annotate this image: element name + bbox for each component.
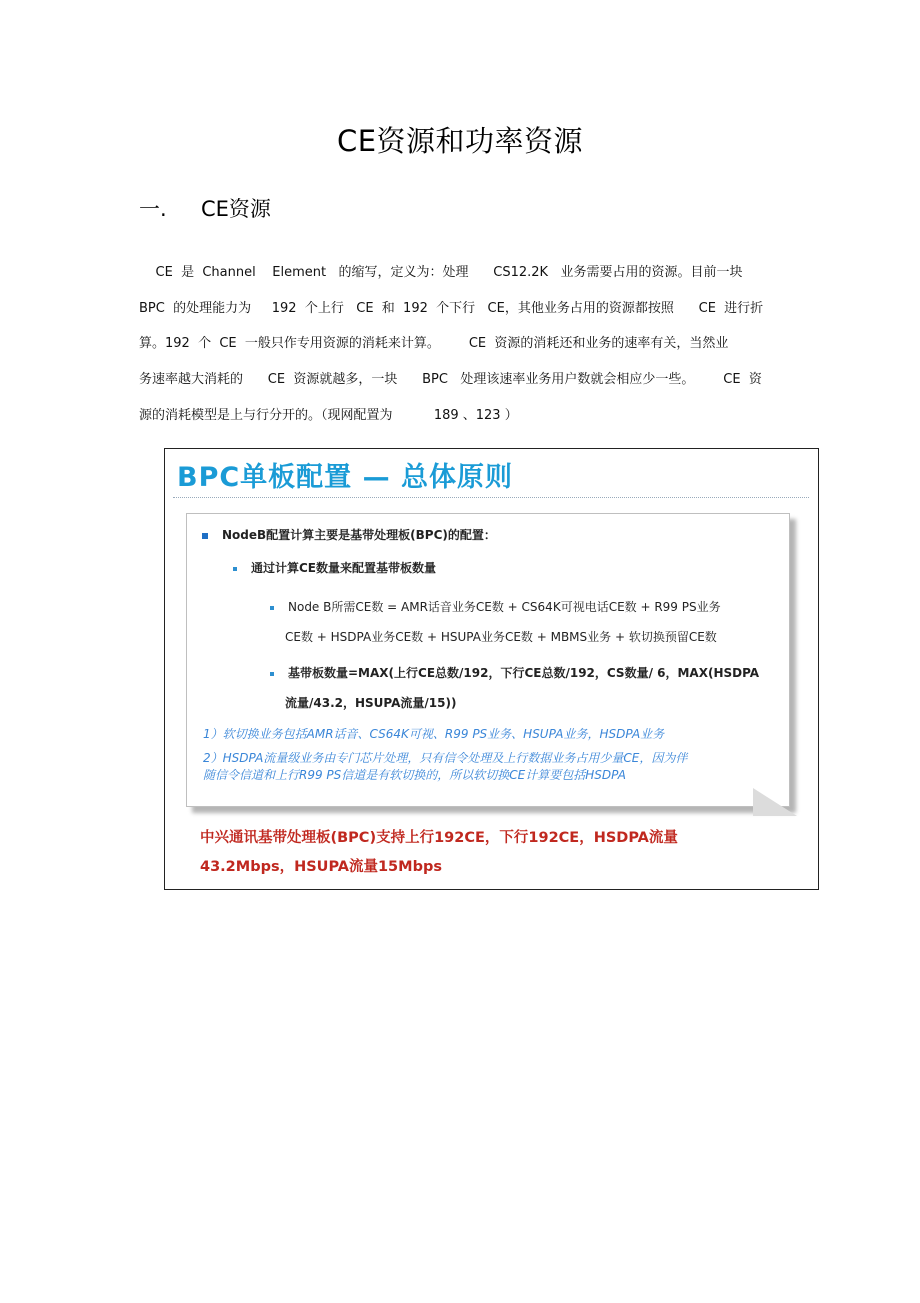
bullet-level-1 [202, 526, 496, 543]
slide-footer-line: 43.2Mbps，HSUPA流量15Mbps [200, 859, 442, 875]
bullet-level-3 [270, 598, 721, 615]
bullet-text: 通过计算CE数量来配置基带板数量 [251, 561, 437, 575]
bullet-text: 基带板数量=MAX(上行CE总数/192，下行CE总数/192，CS数量/ 6，MAX(HSDPA [288, 666, 760, 680]
square-bullet-icon [270, 606, 274, 610]
bullet-level-3 [270, 664, 759, 681]
embedded-slide-image [164, 448, 819, 890]
paragraph-line: CE 是 Channel Element 的缩写，定义为：处理 CS12.2K 业务需要占用的资源。目前一块 [139, 265, 743, 280]
square-bullet-icon [202, 533, 208, 539]
section-number: 一. [139, 197, 167, 221]
slide-note-card [186, 513, 790, 807]
square-bullet-icon [270, 672, 274, 676]
note-line: 随信令信道和上行R99 PS信道是有软切换的，所以软切换CE计算要包括HSDPA [203, 768, 626, 782]
section-heading [139, 193, 271, 223]
section-heading-text: CE资源 [201, 197, 271, 221]
bullet-continuation: 流量/43.2，HSUPA流量/15)) [285, 696, 457, 710]
page-curl-fold [753, 788, 797, 816]
note-line: 1）软切换业务包括AMR话音、CS64K可视、R99 PS业务、HSUPA业务，HSDPA业务 [203, 727, 665, 741]
paragraph-line: 源的消耗模型是上与行分开的。（现网配置为 189 、123 ） [139, 408, 518, 423]
paragraph-line: 算。192 个 CE 一般只作专用资源的消耗来计算。 CE 资源的消耗还和业务的速率有关，当然业 [139, 336, 729, 351]
bullet-text: NodeB配置计算主要是基带处理板(BPC)的配置： [222, 528, 496, 542]
slide-title: BPC单板配置 — 总体原则 [177, 462, 513, 493]
slide-title-divider [173, 497, 809, 498]
paragraph-line: BPC 的处理能力为 192 个上行 CE 和 192 个下行 CE，其他业务占用的资源都按照 CE 进行折 [139, 301, 764, 316]
bullet-continuation: CE数 + HSDPA业务CE数 + HSUPA业务CE数 + MBMS业务 + 软切换预留CE数 [285, 630, 717, 644]
note-line: 2）HSDPA流量级业务由专门芯片处理，只有信令处理及上行数据业务占用少量CE，因为伴 [203, 751, 688, 765]
slide-footer-line: 中兴通讯基带处理板(BPC)支持上行192CE，下行192CE，HSDPA流量 [200, 830, 678, 846]
bullet-level-2 [233, 559, 436, 576]
square-bullet-icon [233, 567, 237, 571]
document-title: CE资源和功率资源 [336, 124, 584, 158]
paragraph-line: 务速率越大消耗的 CE 资源就越多，一块 BPC 处理该速率业务用户数就会相应少一些。 CE 资 [139, 372, 762, 387]
bullet-text: Node B所需CE数 = AMR话音业务CE数 + CS64K可视电话CE数 + R99 PS业务 [288, 600, 721, 614]
